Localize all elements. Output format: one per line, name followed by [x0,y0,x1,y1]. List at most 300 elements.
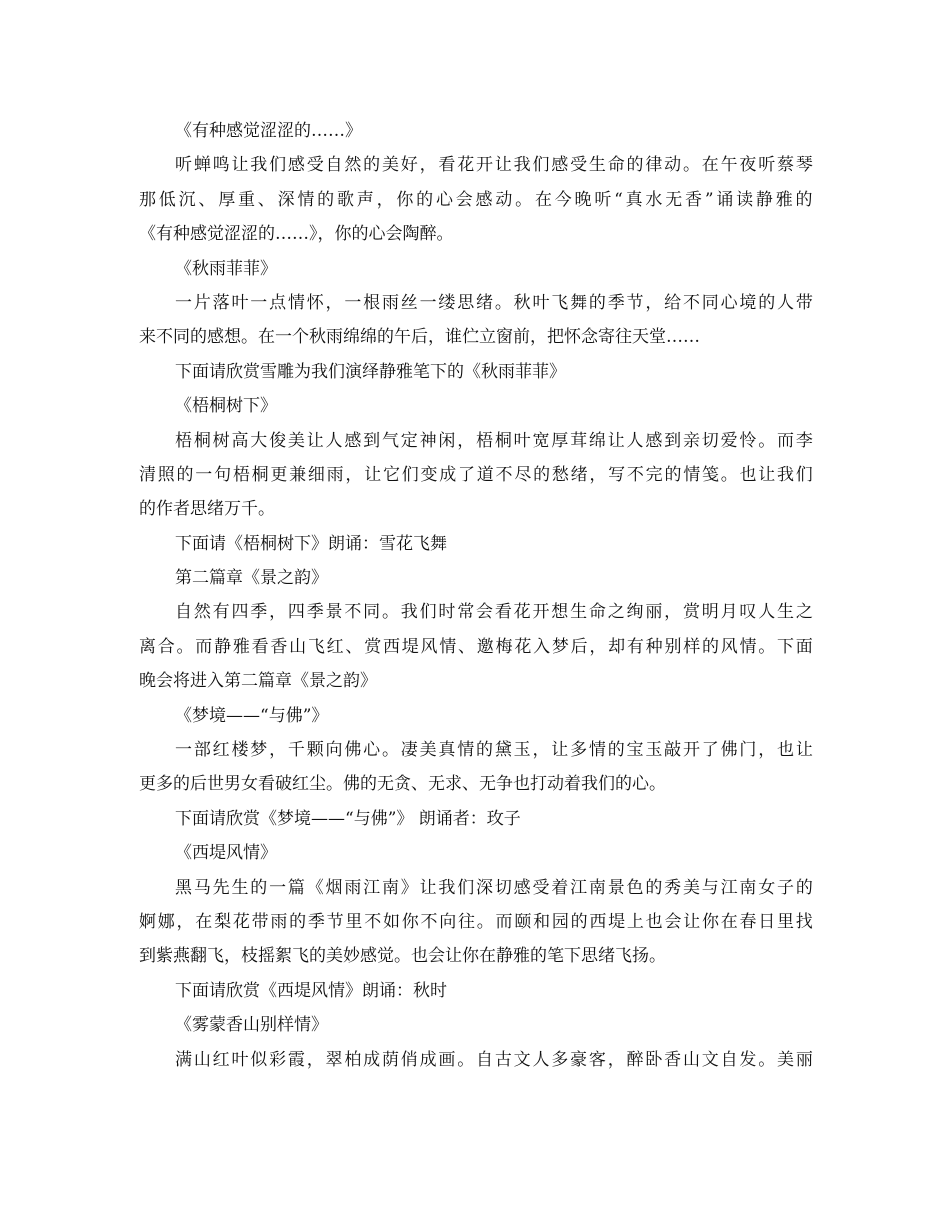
glyph: 入 [533,636,551,657]
glyph: 水 [645,189,663,210]
glyph: 凄 [400,740,418,761]
document-page [139,114,813,1077]
glyph: 重 [237,189,255,210]
glyph: 色 [626,877,644,898]
glyph: 在 [701,155,719,176]
glyph: 婀 [139,911,156,932]
glyph: 叹 [739,602,757,623]
glyph: 有 [212,602,230,623]
glyph: 的 [476,740,493,761]
text-line: 下面请欣赏雪雕为我们演绎静雅笔下的《秋雨菲菲》 [175,361,566,382]
glyph: 一 [195,464,213,485]
glyph: 好 [400,155,418,176]
glyph: 烟 [325,877,343,898]
glyph: 在 [195,911,213,932]
glyph: 景 [607,877,625,898]
glyph: 夜 [739,155,757,176]
text-line: 到紫燕翻飞，枝摇絮飞的美妙感觉。也会让你在静雅的笔下思绪飞扬。 [139,946,666,967]
glyph: 情 [297,189,315,210]
glyph: 绪 [476,292,493,313]
glyph: 人 [532,1049,550,1070]
glyph: 黛 [494,740,512,761]
glyph: 感 [513,877,531,898]
glyph: 的 [176,464,194,485]
glyph: 香 [685,189,703,210]
glyph: 让 [607,430,625,451]
glyph: 也 [645,911,663,932]
glyph: 柏 [344,1049,362,1070]
glyph: 梧 [476,430,493,451]
glyph: 飞 [551,292,569,313]
glyph: 的 [758,292,776,313]
glyph: 心 [435,189,453,210]
glyph: 、 [198,189,216,210]
text-line: 《雾蒙香山别样情》 [175,1015,328,1036]
glyph: 写 [608,464,626,485]
glyph: 邀 [476,636,494,657]
glyph: 人 [758,602,776,623]
glyph: 花 [457,155,475,176]
glyph: 雨 [270,911,288,932]
glyph: 的 [607,740,625,761]
glyph: 声 [356,189,374,210]
glyph: 与 [701,877,719,898]
glyph: 却 [608,636,626,657]
glyph: 》 [400,877,418,898]
glyph: 低 [158,189,176,210]
glyph: 梧 [232,464,250,485]
glyph: 人 [777,292,794,313]
glyph: 看 [494,602,512,623]
glyph: 向 [325,740,343,761]
glyph: 真 [438,740,456,761]
glyph: 感 [287,155,305,176]
glyph: 然 [344,155,362,176]
glyph: 宝 [626,740,644,761]
glyph: 后 [570,636,588,657]
glyph: 雨 [326,464,344,485]
glyph: 读 [736,189,754,210]
glyph: 季 [306,602,324,623]
glyph: 李 [795,430,813,451]
glyph: 叶 [231,1049,249,1070]
glyph: 情 [739,636,757,657]
glyph: 梧 [175,430,192,451]
glyph: 看 [251,636,269,657]
glyph: 真 [625,189,643,210]
glyph: 明 [701,602,719,623]
glyph: 不 [626,464,644,485]
glyph: 一 [419,292,437,313]
glyph: 红 [212,1049,230,1070]
glyph: 秋 [513,292,531,313]
glyph: 客 [588,1049,606,1070]
glyph: 动 [664,155,682,176]
glyph: 日 [758,911,776,932]
glyph: 美 [287,430,305,451]
glyph: 俏 [400,1049,418,1070]
glyph: ， [176,911,194,932]
glyph: 更 [270,464,288,485]
glyph: 花 [514,636,532,657]
glyph: 情 [439,636,457,657]
text-line: 下面请欣赏《梦境——“与佛”》 朗诵者：玫子 [175,808,521,829]
glyph: 。 [682,155,700,176]
glyph: ， [457,430,475,451]
glyph: 了 [458,464,476,485]
glyph: 而 [195,636,213,657]
glyph: 看 [438,155,456,176]
glyph: 文 [513,1049,531,1070]
glyph: 午 [720,155,738,176]
glyph: 。 [494,292,512,313]
glyph: 也 [739,464,757,485]
glyph: 我 [777,464,795,485]
glyph: 不 [364,911,382,932]
glyph: ， [345,464,363,485]
glyph: 会 [476,602,493,623]
glyph: 感 [645,430,663,451]
glyph: 会 [664,911,682,932]
glyph: 、 [458,636,476,657]
glyph: 的 [250,877,268,898]
glyph: 园 [551,911,569,932]
glyph: 找 [795,911,813,932]
glyph: 雨 [381,292,399,313]
glyph: 绚 [626,602,644,623]
glyph: 荫 [381,1049,399,1070]
text-line: 第二篇章《景之韵》 [175,568,328,589]
glyph: 桐 [251,464,269,485]
glyph: 飞 [307,636,325,657]
glyph: 静 [214,636,232,657]
glyph: ， [376,189,394,210]
glyph: 颗 [306,740,324,761]
glyph: 常 [457,602,475,623]
glyph: 里 [345,911,363,932]
text-line [139,630,813,664]
glyph: 绪 [570,464,588,485]
glyph: 雨 [344,877,362,898]
glyph: 似 [250,1049,268,1070]
glyph: 大 [250,430,268,451]
glyph: ， [419,155,437,176]
glyph: 怜 [739,430,757,451]
glyph: 春 [739,911,757,932]
glyph: “ [614,189,623,210]
glyph: 鸣 [212,155,230,176]
glyph: 让 [494,155,512,176]
glyph: 合 [157,636,175,657]
glyph: 感 [551,155,569,176]
glyph: 深 [476,877,493,898]
glyph: 《 [306,877,324,898]
glyph: 有 [626,636,644,657]
glyph: 感 [475,189,493,210]
glyph: 境 [739,292,757,313]
glyph: ， [758,740,776,761]
glyph: 四 [287,602,305,623]
glyph: 亲 [682,430,700,451]
glyph: 古 [494,1049,512,1070]
glyph: 着 [551,877,569,898]
glyph: 受 [570,155,588,176]
glyph: 一 [250,292,268,313]
glyph: 佛 [344,740,362,761]
glyph: 开 [532,602,550,623]
glyph: ， [589,636,607,657]
glyph: 气 [381,430,399,451]
glyph: 静 [755,189,773,210]
glyph: 千 [287,740,305,761]
glyph: 丝 [400,292,418,313]
glyph: 然 [193,602,211,623]
glyph: 。 [515,189,533,210]
glyph: 楼 [231,740,249,761]
glyph: 让 [551,740,569,761]
glyph: 娜 [157,911,175,932]
glyph: 。 [758,1049,776,1070]
glyph: 们 [401,464,419,485]
text-line [139,1043,813,1077]
glyph: 不 [682,292,700,313]
glyph: 点 [269,292,287,313]
glyph: 赏 [364,636,382,657]
text-line [139,183,813,217]
text-line [139,905,813,939]
glyph: 缕 [438,292,456,313]
glyph: 茸 [570,430,588,451]
glyph: 尽 [514,464,532,485]
glyph: 定 [400,430,418,451]
glyph: 山 [682,1049,700,1070]
glyph: 。 [758,430,776,451]
glyph: 细 [307,464,325,485]
glyph: 江 [570,877,588,898]
glyph: 蔡 [777,155,794,176]
glyph: 和 [533,911,551,932]
glyph: 卧 [645,1049,663,1070]
glyph: 风 [420,636,438,657]
glyph: ， [269,740,287,761]
glyph: 样 [683,636,701,657]
glyph: 下 [777,636,795,657]
glyph: 的 [416,189,434,210]
glyph: 醉 [626,1049,644,1070]
glyph: 无 [665,189,683,210]
glyph: 那 [139,189,156,210]
glyph: 一 [344,292,362,313]
glyph: 深 [277,189,295,210]
glyph: 了 [701,740,719,761]
text-line: 晚会将进入第二篇章《景之韵》 [139,671,377,692]
glyph: 节 [326,911,344,932]
glyph: 厚 [218,189,236,210]
glyph: 情 [457,740,475,761]
text-line [139,733,813,767]
glyph: 心 [720,292,738,313]
glyph: 门 [739,740,757,761]
glyph: 命 [607,155,625,176]
glyph: 梨 [214,911,232,932]
text-line: 的作者思绪万千。 [139,499,275,520]
glyph: 律 [645,155,663,176]
glyph: 给 [664,292,682,313]
text-line: 《有种感觉涩涩的……》，你的心会陶醉。 [139,224,454,245]
text-line: 《有种感觉涩涩的……》 [175,121,362,141]
glyph: 的 [570,911,588,932]
glyph: ， [664,602,682,623]
glyph: 绵 [588,430,606,451]
glyph: 生 [231,877,249,898]
glyph: 片 [193,292,211,313]
glyph: 让 [795,740,813,761]
glyph: 发 [739,1049,757,1070]
glyph: 女 [758,877,776,898]
glyph: 香 [270,636,288,657]
glyph: 自 [175,602,192,623]
glyph: 歌 [336,189,354,210]
glyph: 它 [382,464,400,485]
glyph: 晚 [574,189,592,210]
glyph: 到 [363,430,381,451]
glyph: 梦 [250,740,268,761]
glyph: ， [306,1049,324,1070]
glyph: 秀 [664,877,682,898]
glyph: 画 [438,1049,456,1070]
text-line [139,595,813,629]
glyph: 动 [495,189,513,210]
glyph: 听 [175,155,192,176]
glyph: 变 [420,464,438,485]
glyph: 带 [795,292,813,313]
glyph: 想 [551,602,569,623]
glyph: 思 [457,292,475,313]
glyph: 切 [494,877,512,898]
glyph: 情 [588,740,606,761]
glyph: 们 [457,877,475,898]
glyph: 生 [570,602,588,623]
glyph: 让 [364,464,382,485]
glyph: 时 [438,602,456,623]
glyph: 让 [683,911,701,932]
glyph: 的 [645,877,663,898]
glyph: 黑 [175,877,192,898]
glyph: 西 [589,911,607,932]
glyph: 。 [476,911,494,932]
glyph: 红 [212,740,230,761]
glyph: 琴 [795,155,813,176]
glyph: 。 [457,1049,475,1070]
glyph: 彩 [269,1049,287,1070]
glyph: 让 [419,877,437,898]
glyph: ， [269,602,287,623]
glyph: 听 [758,155,776,176]
glyph: 子 [777,877,794,898]
glyph: 人 [325,430,343,451]
glyph: 美 [419,740,437,761]
glyph: 让 [758,464,776,485]
glyph: 季 [607,292,625,313]
glyph: 玉 [513,740,531,761]
glyph: 笺 [701,464,719,485]
glyph: 花 [513,602,531,623]
glyph: 切 [701,430,719,451]
glyph: 颐 [514,911,532,932]
glyph: 。 [758,636,776,657]
glyph: 雅 [775,189,793,210]
glyph: 在 [720,911,738,932]
text-line: 下面请《梧桐树下》朗诵：雪花飞舞 [175,533,447,554]
glyph: 种 [645,636,663,657]
glyph: 受 [306,155,324,176]
glyph: 霞 [287,1049,305,1070]
glyph: 心 [363,740,381,761]
glyph: 叶 [231,292,249,313]
glyph: 满 [175,1049,192,1070]
glyph: 玉 [645,740,663,761]
glyph: 听 [594,189,612,210]
glyph: 我 [250,155,268,176]
glyph: 自 [720,1049,738,1070]
glyph: 往 [458,911,476,932]
glyph: 篇 [287,877,305,898]
glyph: 山 [289,636,307,657]
glyph: 的 [317,189,335,210]
glyph: 的 [701,636,719,657]
glyph: 堤 [608,911,626,932]
text-line: 更多的后世男女看破红尘。佛的无贪、无求、无争也打动着我们的心。 [139,774,666,795]
glyph: 在 [534,189,552,210]
glyph: 诵 [716,189,734,210]
glyph: 山 [193,1049,211,1070]
text-line: 《西堤风情》 [175,843,277,864]
glyph: 四 [231,602,249,623]
glyph: 西 [382,636,400,657]
glyph: 爱 [720,430,738,451]
glyph: 清 [139,464,156,485]
glyph: 桐 [494,430,512,451]
glyph: 高 [231,430,249,451]
glyph: 厚 [551,430,569,451]
text-line [139,286,813,320]
glyph: 花 [232,911,250,932]
glyph: 的 [795,189,813,210]
glyph: 红 [326,636,344,657]
glyph: 你 [396,189,414,210]
text-line: 《梧桐树下》 [175,396,277,417]
glyph: ， [589,464,607,485]
glyph: 的 [626,155,644,176]
text-line: 来不同的感想。在一个秋雨绵绵的午后，谁伫立窗前，把怀念寄往天堂…… [139,327,700,348]
glyph: 梅 [495,636,513,657]
text-line: 《秋雨菲菲》 [175,258,277,279]
glyph: 俊 [269,430,287,451]
glyph: 桐 [193,430,211,451]
glyph: 、 [257,189,275,210]
glyph: 马 [193,877,211,898]
glyph: 道 [476,464,494,485]
glyph: 梦 [551,636,569,657]
glyph: 完 [645,464,663,485]
glyph: 照 [157,464,175,485]
glyph: 一 [175,292,192,313]
text-line [139,424,813,458]
glyph: 开 [682,740,700,761]
glyph: 叶 [513,430,531,451]
glyph: 向 [439,911,457,932]
glyph: 自 [476,1049,493,1070]
